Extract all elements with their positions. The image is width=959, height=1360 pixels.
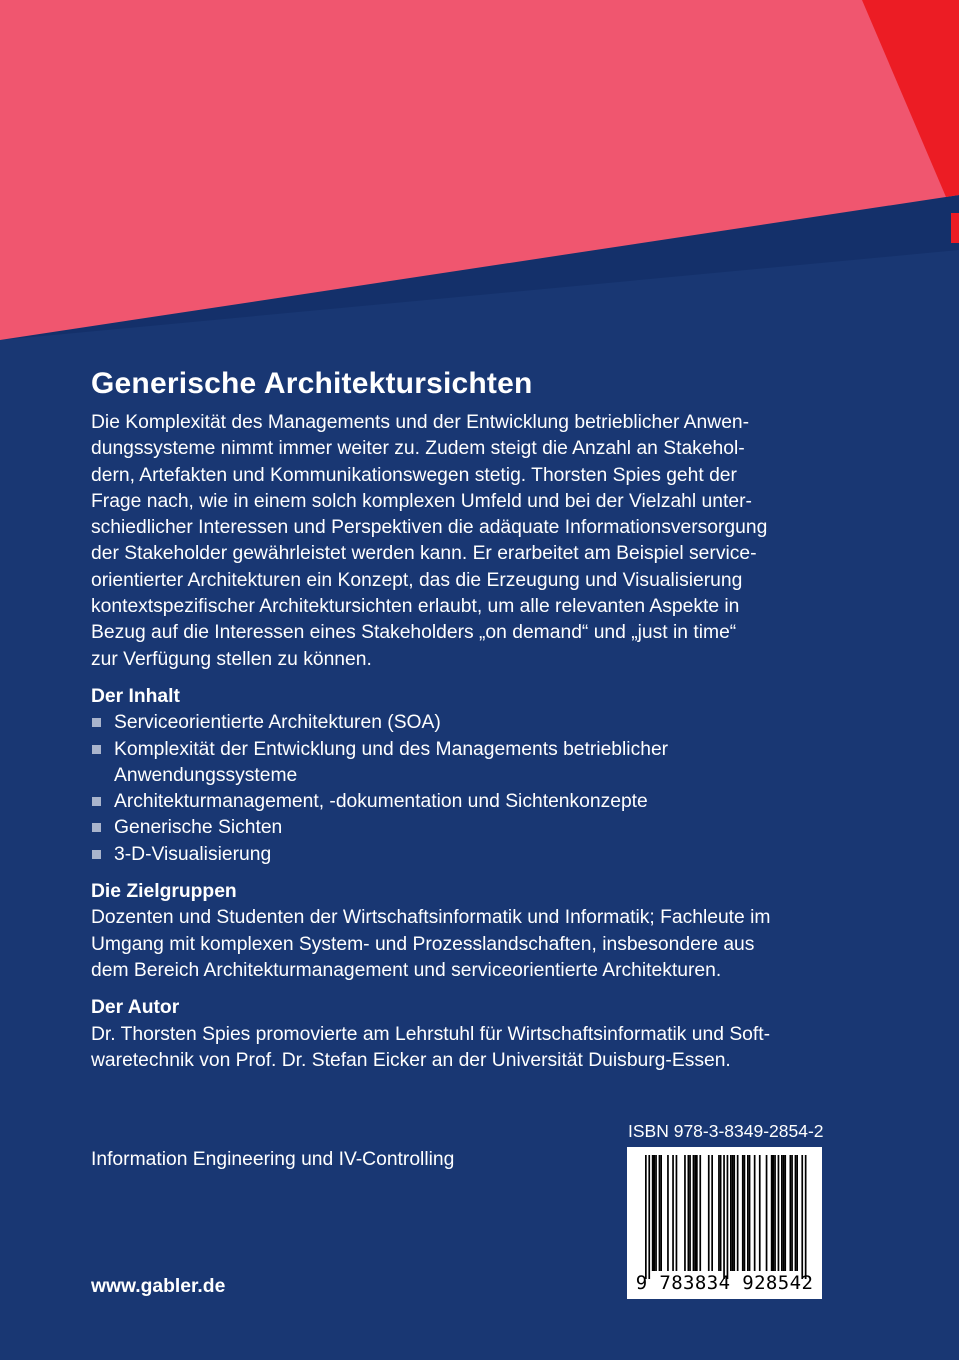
autor-paragraph: [91, 1022, 871, 1075]
barcode-bar: [693, 1155, 695, 1271]
publisher-url: www.gabler.de: [91, 1276, 226, 1297]
barcode-bar: [711, 1155, 713, 1271]
barcode-bar: [759, 1155, 761, 1271]
inhalt-item-line: Serviceorientierte Architekturen (SOA): [114, 712, 441, 734]
barcode-bar: [742, 1155, 744, 1271]
zielgruppen-heading: Die Zielgruppen: [91, 881, 237, 903]
inhalt-heading: Der Inhalt: [91, 685, 180, 707]
zielgruppen-paragraph: [91, 905, 871, 984]
barcode-bar: [672, 1155, 674, 1271]
intro-line: kontextspezifischer Architektursichten erlaubt, um alle relevanten Aspekte in: [91, 596, 740, 618]
barcode-bar: [655, 1155, 657, 1271]
inhalt-item-line: 3-D-Visualisierung: [114, 843, 272, 865]
barcode-digits: 9 783834 928542: [635, 1272, 814, 1294]
barcode-bar: [730, 1155, 732, 1271]
barcode-bar: [659, 1155, 661, 1271]
barcode-bar: [783, 1155, 785, 1271]
barcode-bar: [790, 1155, 792, 1271]
barcode-bar: [660, 1155, 662, 1271]
intro-line: orientierter Architekturen ein Konzept, das die Erzeugung und Visualisierung: [91, 569, 743, 591]
intro-paragraph: [91, 410, 871, 673]
barcode-bar: [699, 1155, 701, 1271]
barcode-bar: [667, 1155, 669, 1271]
intro-line: Die Komplexität des Managements und der Entwicklung betrieblicher Anwen-: [91, 412, 750, 433]
barcode-bar: [654, 1155, 656, 1271]
inhalt-list: [91, 710, 871, 868]
barcode-bar: [689, 1155, 691, 1271]
zielgruppen-line: Dozenten und Studenten der Wirtschaftsinformatik und Informatik; Fachleute im: [91, 907, 771, 929]
bullet-square-icon: [92, 823, 101, 832]
intro-line: Frage nach, wie in einem solch komplexen Umfeld und bei der Vielzahl unter-: [91, 490, 752, 512]
inhalt-item-line: Anwendungssysteme: [114, 764, 298, 786]
barcode-bar: [652, 1155, 654, 1271]
barcode-bar: [773, 1155, 775, 1271]
barcode-bar: [744, 1155, 746, 1271]
inhalt-item: [91, 737, 871, 790]
barcode-bar: [720, 1155, 722, 1271]
bullet-square-icon: [92, 718, 101, 727]
barcode-bar: [694, 1155, 696, 1271]
barcode-bar: [781, 1155, 783, 1271]
inhalt-item-line: Architekturmanagement, -dokumentation und Sichtenkonzepte: [114, 791, 648, 813]
barcode-bar: [774, 1155, 776, 1271]
barcode-bar: [805, 1155, 807, 1279]
intro-line: zur Verfügung stellen zu können.: [91, 648, 372, 670]
series-title: Information Engineering und IV-Controlling: [91, 1149, 455, 1170]
barcode-bar: [766, 1155, 768, 1271]
barcode-bar: [801, 1155, 803, 1279]
barcode-bar: [727, 1155, 729, 1279]
bullet-square-icon: [92, 797, 101, 806]
barcode-bar: [796, 1155, 798, 1271]
barcode-bar: [688, 1155, 690, 1271]
barcode-bar: [648, 1155, 650, 1279]
inhalt-item-line: Komplexität der Entwicklung und des Managements betrieblicher: [114, 738, 669, 760]
intro-line: dern, Artefakten und Kommunikationswegen stetig. Thorsten Spies geht der: [91, 464, 737, 486]
barcode-bar: [708, 1155, 710, 1271]
barcode-bar: [696, 1155, 698, 1271]
barcode-bar: [732, 1155, 734, 1271]
bullet-square-icon: [92, 745, 101, 754]
inhalt-item-line: Generische Sichten: [114, 817, 283, 839]
zielgruppen-line: dem Bereich Architekturmanagement und serviceorientierte Architekturen.: [91, 959, 722, 981]
autor-line: waretechnik von Prof. Dr. Stefan Eicker an der Universität Duisburg-Essen.: [91, 1049, 731, 1071]
inhalt-item: [91, 815, 871, 841]
bullet-square-icon: [92, 850, 101, 859]
autor-heading: Der Autor: [91, 997, 180, 1019]
barcode-bar: [784, 1155, 786, 1271]
barcode-bar: [684, 1155, 686, 1271]
book-title: Generische Architektursichten: [91, 367, 533, 400]
isbn-label: ISBN 978-3-8349-2854-2: [628, 1121, 824, 1141]
barcode-bar: [718, 1155, 720, 1271]
barcode-bar: [771, 1155, 773, 1271]
autor-line: Dr. Thorsten Spies promovierte am Lehrstuhl für Wirtschaftsinformatik und Soft-: [91, 1023, 771, 1045]
zielgruppen-line: Umgang mit komplexen System- und Prozesslandschaften, insbesondere aus: [91, 933, 755, 955]
barcode-bar: [778, 1155, 780, 1271]
barcode-bar: [791, 1155, 793, 1271]
barcode-bar: [795, 1155, 797, 1271]
inhalt-item: [91, 842, 871, 868]
inhalt-item: [91, 789, 871, 815]
barcode-bar: [645, 1155, 647, 1279]
barcode-bar: [737, 1155, 739, 1271]
barcode-bar: [749, 1155, 751, 1271]
intro-line: der Stakeholder gewährleistet werden kann. Er erarbeitet am Beispiel service-: [91, 543, 757, 565]
barcode-bar: [747, 1155, 749, 1271]
barcode-bar: [733, 1155, 735, 1271]
inhalt-item: [91, 710, 871, 736]
intro-line: dungssysteme nimmt immer weiter zu. Zudem steigt die Anzahl an Stakehol-: [91, 438, 745, 460]
barcode: [627, 1147, 822, 1299]
intro-line: schiedlicher Interessen und Perspektiven die adäquate Informationsversorgung: [91, 517, 768, 539]
barcode-bar: [723, 1155, 725, 1279]
barcode-bar: [676, 1155, 678, 1271]
barcode-bar: [754, 1155, 756, 1271]
back-cover-text: [91, 366, 871, 1074]
spine-red-strip: [951, 213, 959, 243]
intro-line: Bezug auf die Interessen eines Stakeholders „on demand“ und „just in time“: [91, 622, 737, 644]
